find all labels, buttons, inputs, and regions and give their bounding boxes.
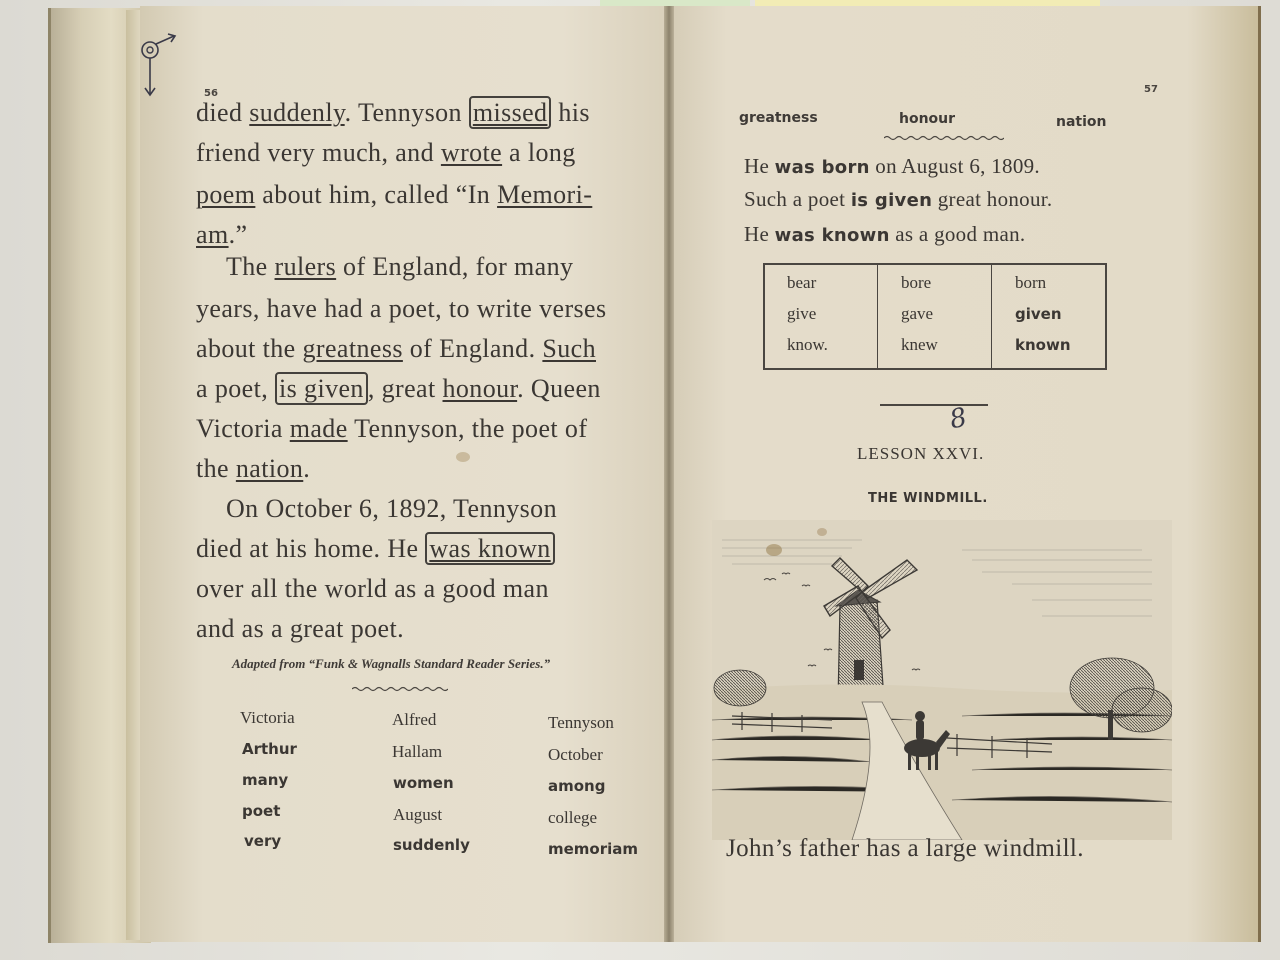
text-line (196, 374, 601, 404)
bold-verb: was known (774, 225, 890, 246)
word-list-item: very (244, 832, 282, 850)
word-list-item: Tennyson (548, 713, 614, 732)
text-run: He (744, 222, 775, 246)
text-run: his (551, 98, 590, 127)
page-number: 56 (204, 88, 218, 99)
table-cell: born (1015, 273, 1047, 292)
text-line (226, 252, 573, 282)
underlined-word: greatness (302, 334, 403, 363)
handwritten-mark: 8 (947, 402, 970, 436)
text-run: of England, for many (336, 252, 574, 281)
text-run: a long (502, 138, 576, 167)
word-list-item: poet (242, 802, 281, 820)
text-run: The (226, 252, 275, 281)
text-run: , great (367, 374, 443, 403)
text-run: of England. (402, 334, 543, 363)
example-sentence (744, 187, 1052, 212)
text-run: the (196, 454, 236, 483)
text-line (196, 454, 310, 484)
text-line (196, 614, 404, 644)
underlined-word: am (196, 220, 229, 249)
example-sentence (744, 154, 1040, 179)
underlined-word: wrote (440, 138, 503, 167)
text-run: a poet, (196, 374, 276, 403)
text-run: years, have had a poet, to write verses (196, 294, 607, 323)
example-sentence (744, 222, 1025, 247)
boxed-word: was known (425, 532, 554, 565)
text-run: .” (228, 220, 248, 249)
book-gutter (664, 6, 674, 942)
underlined-word: Such (542, 334, 596, 363)
text-line (196, 294, 607, 324)
table-cell: bore (901, 273, 932, 292)
text-line (196, 138, 576, 168)
word-list-item: Hallam (392, 742, 443, 761)
text-line (196, 334, 596, 364)
text-run: about the (196, 334, 303, 363)
text-line (196, 574, 549, 604)
word-list-item: among (548, 777, 606, 795)
text-run: on August 6, 1809. (869, 154, 1040, 178)
text-line (196, 534, 555, 564)
text-run: Such a poet (744, 187, 851, 211)
table-cell: give (787, 304, 817, 323)
text-run: On October 6, 1892, Tennyson (226, 494, 557, 523)
text-line (196, 414, 587, 444)
bold-verb: was born (774, 157, 870, 178)
text-run: died (196, 98, 250, 127)
underlined-word: Memori- (497, 180, 593, 209)
table-divider (991, 265, 992, 368)
text-line (196, 220, 247, 250)
text-run: about him, called “In (255, 180, 498, 209)
table-cell: gave (901, 304, 934, 323)
windmill-illustration (712, 520, 1172, 840)
table-cell: knew (901, 335, 938, 354)
table-cell: bear (787, 273, 817, 292)
boxed-word: missed (469, 96, 552, 129)
section-rule (880, 404, 988, 406)
page-stain (456, 452, 470, 462)
text-line (196, 180, 592, 210)
text-line (226, 494, 557, 524)
word-list-item: Alfred (392, 710, 437, 729)
underlined-word: poem (196, 180, 256, 209)
table-divider (877, 265, 878, 368)
text-run: as a good man. (889, 222, 1026, 246)
wavy-rule (884, 135, 1004, 141)
wavy-rule (352, 686, 448, 692)
vocab-word: greatness (739, 110, 818, 126)
text-run: . Queen (517, 374, 601, 403)
word-list-item: memoriam (548, 840, 639, 858)
text-run: great honour. (932, 187, 1053, 211)
word-list-item: suddenly (393, 836, 470, 854)
word-list-item: October (548, 745, 603, 764)
underlined-word: rulers (274, 252, 337, 281)
word-list-item: Arthur (242, 740, 297, 758)
verb-table (763, 263, 1107, 370)
source-credit: Adapted from “Funk & Wagnalls Standard Reader Series.” (232, 656, 551, 671)
text-run: over all the world as a good man (196, 574, 549, 603)
vocab-word: nation (1056, 114, 1107, 130)
word-list-item: college (548, 808, 598, 827)
text-run: He (744, 154, 775, 178)
underlined-word: made (289, 414, 348, 443)
illustration-caption: John’s father has a large windmill. (726, 835, 1084, 862)
bold-verb: is given (850, 190, 933, 211)
text-run: friend very much, and (196, 138, 441, 167)
boxed-word: is given (275, 372, 368, 405)
vocab-word: honour (899, 111, 956, 127)
underlined-word: nation (235, 454, 304, 483)
text-run: . (303, 454, 311, 483)
word-list-item: August (393, 805, 443, 824)
underlined-word: honour (442, 374, 518, 403)
table-cell: known (1015, 336, 1071, 354)
text-run: . Tennyson (344, 98, 469, 127)
table-cell: know. (787, 335, 828, 354)
lesson-number: LESSON XXVI. (857, 444, 985, 463)
text-run: died at his home. He (196, 534, 426, 563)
lesson-title: THE WINDMILL. (868, 491, 988, 506)
word-list-item: many (242, 771, 289, 789)
text-run: Victoria (196, 414, 290, 443)
pen-mark-icon (136, 32, 186, 102)
word-list-item: women (393, 774, 454, 792)
table-cell: given (1015, 305, 1062, 323)
underlined-word: suddenly (249, 98, 345, 127)
text-line (196, 98, 590, 128)
word-list-item: Victoria (240, 708, 295, 727)
text-run: Tennyson, the poet of (347, 414, 588, 443)
text-run: and as a great poet. (196, 614, 404, 643)
page-number: 57 (1144, 84, 1158, 95)
